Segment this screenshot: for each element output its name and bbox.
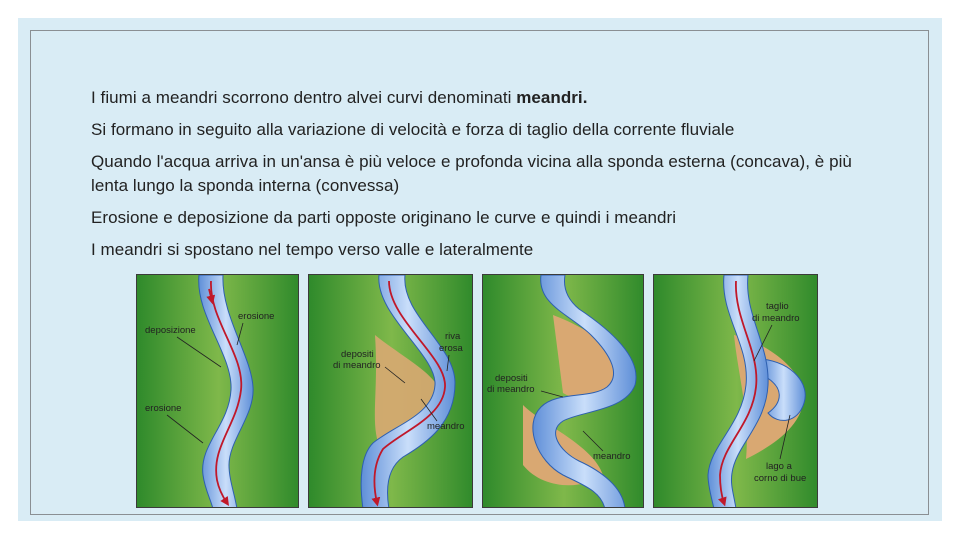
bullet-1: I fiumi a meandri scorrono dentro alvei curvi denominati meandri. xyxy=(91,88,588,107)
panel-stage-4 xyxy=(653,274,818,508)
label-depositi: depositi xyxy=(341,349,374,360)
bullet-list xyxy=(91,86,891,270)
label-erosa: erosa xyxy=(439,343,463,354)
bullet-4: Erosione e deposizione da parti opposte originano le curve e quindi i meandri xyxy=(91,208,677,227)
bullet-3: Quando l'acqua arriva in un'ansa è più veloce e profonda vicina alla sponda esterna (concava), è più lenta lungo la sponda interna (convessa) xyxy=(91,152,852,195)
label-taglio: taglio xyxy=(766,301,789,312)
label-depositi: depositi xyxy=(495,373,528,384)
label-riva: riva xyxy=(445,331,461,342)
label-meandro: meandro xyxy=(593,451,631,462)
bold-term: meandri. xyxy=(516,88,588,107)
label-di-meandro: di meandro xyxy=(333,360,381,371)
label-meandro: meandro xyxy=(427,421,465,432)
bullet-2: Si formano in seguito alla variazione di velocità e forza di taglio della corrente fluviale xyxy=(91,120,735,139)
label-deposizione: deposizione xyxy=(145,325,196,336)
label-lago-a: lago a xyxy=(766,461,792,472)
label-corno-di-bue: corno di bue xyxy=(754,473,807,484)
bullet-5: I meandri si spostano nel tempo verso valle e lateralmente xyxy=(91,240,534,259)
panel-stage-1 xyxy=(136,274,299,508)
label-di-meandro: di meandro xyxy=(752,313,800,324)
panel-stage-2 xyxy=(308,274,473,508)
panel-stage-3 xyxy=(482,274,644,508)
label-di-meandro: di meandro xyxy=(487,384,535,395)
label-erosione: erosione xyxy=(238,311,275,322)
label-erosione-left: erosione xyxy=(145,403,182,414)
